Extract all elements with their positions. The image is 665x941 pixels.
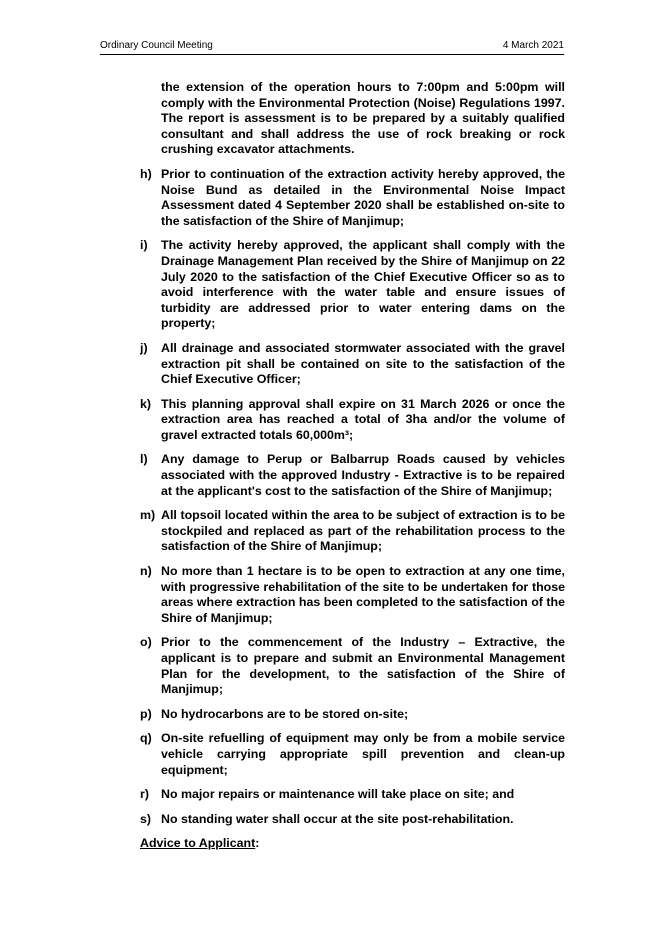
advice-heading-line <box>140 836 565 852</box>
condition-label: i) <box>140 238 148 253</box>
condition-item <box>140 635 565 697</box>
condition-item <box>140 452 565 499</box>
condition-label: j) <box>140 340 148 355</box>
condition-label: p) <box>140 706 152 721</box>
meeting-title: Ordinary Council Meeting <box>100 40 213 51</box>
condition-text: No more than 1 hectare is to be open to extraction at any one time, with progressive rehabilitation of the site to be undertaken for those areas where extraction has been completed to the satisfaction of the Shire of Manjimup; <box>161 564 565 625</box>
conditions-list <box>140 167 565 827</box>
condition-label: r) <box>140 787 149 802</box>
advice-heading-colon: : <box>255 836 260 851</box>
condition-item <box>140 787 565 803</box>
continuation-paragraph: the extension of the operation hours to 7:00pm and 5:00pm will comply with the Environmental Protection (Noise) Regulations 1997. The report is assessment is to be prepared by a suitably qualified consultant and shall address the use of rock breaking or rock crushing excavator attachments. <box>161 80 565 157</box>
condition-item <box>140 731 565 778</box>
advice-heading: Advice to Applicant <box>140 836 256 851</box>
condition-item <box>140 397 565 444</box>
condition-label: l) <box>140 452 148 467</box>
condition-label: h) <box>140 166 152 181</box>
condition-item <box>140 707 565 723</box>
condition-text: No standing water shall occur at the site post-rehabilitation. <box>161 811 514 826</box>
condition-label: k) <box>140 396 152 411</box>
condition-item <box>140 167 565 229</box>
condition-text: The activity hereby approved, the applicant shall comply with the Drainage Management Plan received by the Shire of Manjimup on 22 July 2020 to the satisfaction of the Chief Executive Officer so as to avoid interference with the water table and ensure issues of turbidity are addressed prior to water entering dams on the property; <box>161 238 565 331</box>
condition-text: On-site refuelling of equipment may only be from a mobile service vehicle carrying appropriate spill prevention and clean-up equipment; <box>161 731 565 777</box>
condition-label: o) <box>140 635 152 650</box>
conditions-body <box>140 80 565 852</box>
condition-item <box>140 812 565 828</box>
condition-text: This planning approval shall expire on 31 March 2026 or once the extraction area has reached a total of 3ha and/or the volume of gravel extracted totals 60,000m³; <box>161 396 565 442</box>
condition-item <box>140 508 565 555</box>
condition-label: q) <box>140 731 152 746</box>
condition-item <box>140 238 565 332</box>
condition-label: m) <box>140 508 156 523</box>
condition-item <box>140 341 565 388</box>
condition-text: No hydrocarbons are to be stored on-site; <box>161 706 409 721</box>
condition-text: No major repairs or maintenance will take place on site; and <box>161 787 515 802</box>
page-header <box>100 40 564 55</box>
condition-text: All topsoil located within the area to be subject of extraction is to be stockpiled and replaced as part of the rehabilitation process to the satisfaction of the Shire of Manjimup; <box>161 508 565 554</box>
condition-item <box>140 564 565 626</box>
condition-label: n) <box>140 564 152 579</box>
condition-text: Prior to continuation of the extraction activity hereby approved, the Noise Bund as detailed in the Environmental Noise Impact Assessment dated 4 September 2020 shall be established on-site to the satisfaction of the Shire of Manjimup; <box>161 166 565 228</box>
condition-text: Any damage to Perup or Balbarrup Roads caused by vehicles associated with the approved Industry - Extractive is to be repaired at the applicant's cost to the satisfaction of the Shire of Manjimup; <box>161 452 565 498</box>
condition-label: s) <box>140 811 152 826</box>
condition-text: All drainage and associated stormwater associated with the gravel extraction pit shall be contained on site to the satisfaction of the Chief Executive Officer; <box>161 340 565 387</box>
meeting-date: 4 March 2021 <box>502 40 564 51</box>
condition-text: Prior to the commencement of the Industry – Extractive, the applicant is to prepare and submit an Environmental Management Plan for the development, to the satisfaction of the Shire of Manjimup; <box>161 635 565 697</box>
